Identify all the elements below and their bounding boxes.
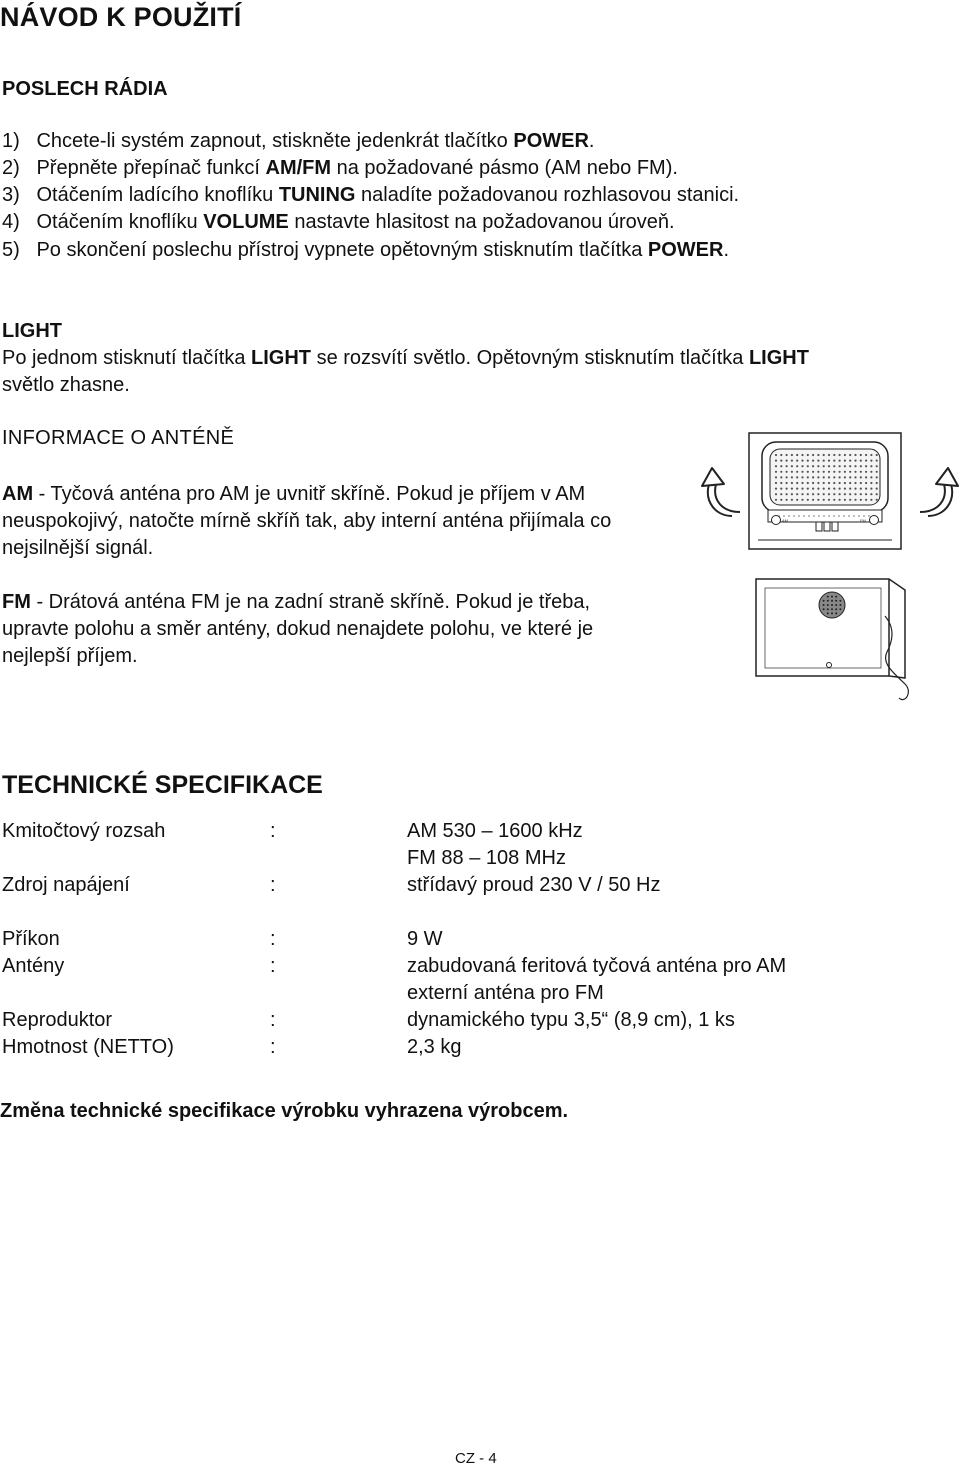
fm-label: FM [2,591,31,613]
am-paragraph-line1 [2,481,585,508]
step-text: Přepněte přepínač funkcí [36,157,266,179]
step-number: 1) [2,130,20,152]
step-text-end: naladíte požadovanou rozhlasovou stanici. [355,184,740,206]
step-keyword: TUNING [278,184,356,206]
spec-colon: : [270,820,276,842]
step-text-end: . [588,130,595,152]
spec-label: Reproduktor [2,1009,113,1031]
dial-label-fm: FM [860,518,866,523]
fm-paragraph-line2: upravte polohu a směr antény, dokud nenajdete polohu, ve které je [2,618,594,640]
fm-text: - Drátová anténa FM je na zadní straně skříně. Pokud je třeba, [30,591,591,613]
step-number: 4) [2,211,20,233]
spec-value: AM 530 – 1600 kHz [407,820,583,842]
light-text: se rozsvítí světlo. Opětovným stisknutím tlačítka [311,347,749,369]
radio-button-3 [832,522,838,531]
tuning-knob-icon [870,516,879,525]
spec-label: Antény [2,955,65,977]
am-label: AM [2,483,34,505]
radio-back-illustration [755,578,930,723]
spec-label: Příkon [2,928,60,950]
spec-value: externí anténa pro FM [407,982,604,1004]
fm-paragraph-line1 [2,589,590,616]
page-title: NÁVOD K POUŽITÍ [0,2,242,32]
step-text: Chcete-li systém zapnout, stiskněte jedenkrát tlačítko [36,130,514,152]
radio-step [2,182,739,209]
light-heading: LIGHT [2,320,62,342]
step-keyword: POWER [647,239,724,261]
spec-colon: : [270,928,276,950]
am-paragraph-line3: nejsilnější signál. [2,537,154,559]
spec-value: zabudovaná feritová tyčová anténa pro AM [407,955,787,977]
radio-step [2,128,594,155]
fm-paragraph-line3: nejlepší příjem. [2,645,138,667]
spec-value: dynamického typu 3,5“ (8,9 cm), 1 ks [407,1009,735,1031]
light-keyword: LIGHT [251,347,312,369]
spec-label: Zdroj napájení [2,874,130,896]
radio-step [2,209,675,236]
specs-heading: TECHNICKÉ SPECIFIKACE [2,771,323,799]
step-keyword: VOLUME [203,211,289,233]
radio-button-1 [816,522,822,531]
rotate-left-arrow-icon [700,462,750,522]
am-text: - Tyčová anténa pro AM je uvnitř skříně. Pokud je příjem v AM [33,483,586,505]
spec-label: Hmotnost (NETTO) [2,1036,174,1058]
step-number: 3) [2,184,20,206]
spec-value: 2,3 kg [407,1036,462,1058]
step-keyword: POWER [513,130,589,152]
radio-heading: POSLECH RÁDIA [2,78,168,100]
volume-knob-icon [772,516,781,525]
rotate-right-arrow-icon [910,462,960,522]
step-text-end: . [723,239,729,261]
light-keyword: LIGHT [748,347,809,369]
spec-label: Kmitočtový rozsah [2,820,166,842]
spec-value: 9 W [407,928,443,950]
step-text-end: na požadované pásmo (AM nebo FM). [331,157,678,179]
light-paragraph-line2: světlo zhasne. [2,374,130,396]
spec-colon: : [270,955,276,977]
spec-colon: : [270,1009,276,1031]
antenna-heading: INFORMACE O ANTÉNĚ [2,427,235,449]
dial-label-am: AM [782,518,788,523]
radio-step [2,237,729,264]
step-text: Otáčením knoflíku [36,211,204,233]
step-text: Po skončení poslechu přístroj vypnete opětovným stisknutím tlačítka [36,239,648,261]
radio-step [2,155,678,182]
footer-note: Změna technické specifikace výrobku vyhrazena výrobcem. [0,1100,569,1122]
radio-button-2 [824,522,830,531]
spec-value: střídavý proud 230 V / 50 Hz [407,874,661,896]
light-paragraph-line1 [2,345,809,372]
am-paragraph-line2: neuspokojivý, natočte mírně skříň tak, aby interní anténa přijímala co [2,510,612,532]
light-text: Po jednom stisknutí tlačítka [2,347,252,369]
step-keyword: AM/FM [265,157,332,179]
step-number: 5) [2,239,20,261]
step-text-end: nastavte hlasitost na požadovanou úroveň. [288,211,675,233]
step-text: Otáčením ladícího knoflíku [36,184,279,206]
spec-value: FM 88 – 108 MHz [407,847,566,869]
spec-colon: : [270,1036,276,1058]
page-number: CZ - 4 [455,1450,497,1467]
antenna-socket-icon [827,663,832,668]
spec-colon: : [270,874,276,896]
radio-front-illustration [748,432,903,552]
step-number: 2) [2,157,20,179]
